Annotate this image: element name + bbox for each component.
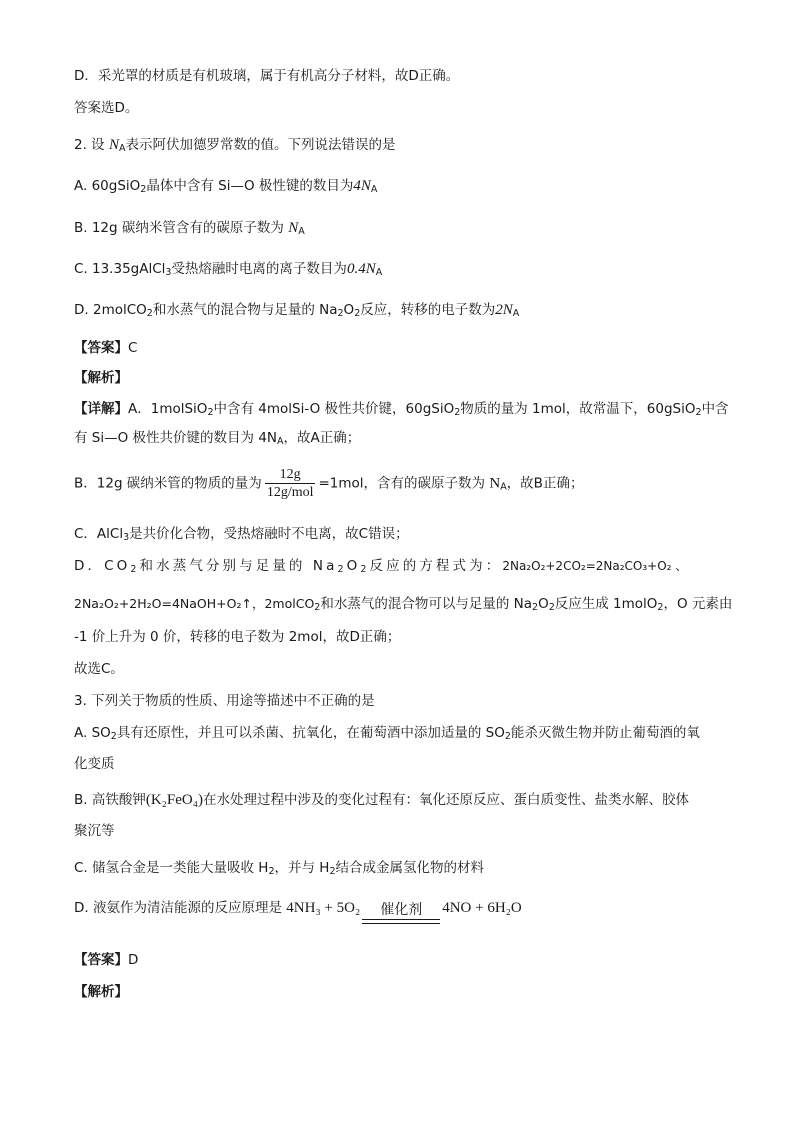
question-3-option-b-line-2: 聚沉等 — [74, 823, 115, 839]
answer-tag: 【答案】 — [74, 340, 128, 356]
line-d-conclusion: D．采光罩的材质是有机玻璃，属于有机高分子材料，故D正确。 — [74, 68, 460, 84]
question-3-option-d: D. 液氨作为清洁能源的反应原理是 4NH₃ + 5O₂ 催化剂 4NO + 6H₂O — [74, 886, 720, 930]
answer-3: 【答案】D — [74, 952, 139, 968]
question-2-option-b: B. 12g 碳纳米管含有的碳原子数为 $N_A$ — [74, 220, 305, 237]
question-3-option-c: C. 储氢合金是一类能大量吸收 $H_2$，并与 $H_2$结合成金属氢化物的材料 — [74, 860, 484, 877]
question-3-option-b-line-1: B. 高铁酸钾(K₂FeO₄)在水处理过程中涉及的变化过程有：氧化还原反应、蛋白质变性、盐类水解、胶体 — [74, 792, 689, 808]
equation-products: 4NO + 6H₂O — [442, 900, 522, 916]
analysis-tag: 【解析】 — [74, 984, 128, 1000]
question-2-option-d: D. 2molCO$_2$和水蒸气的混合物与足量的 $Na_2O_2$反应，转移的电子数为$2N_A$ — [74, 302, 520, 319]
detail-conclusion: 故选C。 — [74, 661, 124, 677]
analysis-tag: 【解析】 — [74, 370, 128, 386]
analysis-2-heading — [74, 368, 720, 388]
detail-d-line-2: 2Na₂O₂+2H₂O=4NaOH+O₂↑，2molCO$_2$和水蒸气的混合物可以与足量的 $Na_2O_2$反应生成 1molO$_2$，O 元素由 — [74, 596, 733, 613]
question-3-option-a-line-1: A. $SO_2$具有还原性，并且可以杀菌、抗氧化，在葡萄酒中添加适量的 $SO_2$能杀灭微生物并防止葡萄酒的氧 — [74, 725, 700, 742]
detail-d-line-1: D．$CO_2$和水蒸气分别与足量的 $Na_2O_2$反应的方程式为：2Na₂O₂+2CO₂=2Na₂CO₃+O₂ 、 — [74, 558, 688, 575]
answer-tag: 【答案】 — [74, 952, 128, 968]
detail-a-line-1: 【详解】A．1molSiO$_2$中含有 4molSi-O 极性共价键，60gSiO$_2$物质的量为 1mol，故常温下，60gSiO$_2$中含 — [74, 401, 729, 418]
analysis-3-heading — [74, 982, 720, 1002]
line-answer-d: 答案选D。 — [74, 100, 139, 116]
detail-c: C．AlCl$_3$是共价化合物，受热熔融时不电离，故C错误； — [74, 526, 409, 543]
detail-a-line-2: 有 Si—O 极性共价键的数目为 $4N_A$，故A正确； — [74, 430, 361, 447]
question-2-stem: 2. 设 $N_A$表示阿伏加德罗常数的值。下列说法错误的是 — [74, 137, 396, 154]
detail-b: B．12g 碳纳米管的物质的量为 $\frac{12g}{\text{12g/mol}}$ =1mol，含有的碳原子数为 $N_A$，故B正确； — [74, 467, 584, 500]
detail-d-line-3: -1 价上升为 0 价，转移的电子数为 2mol，故D正确； — [74, 629, 401, 645]
question-2-option-c: C. 13.35gAlCl$_3$受热熔融时电离的离子数目为$0.4N_A$ — [74, 261, 383, 278]
fraction-12g-over-molar-mass: $\frac{12g}{\text{12g/mol}}$ — [266, 467, 314, 500]
equation-reactants: 4NH₃ + 5O₂ — [286, 900, 361, 916]
reaction-condition: 催化剂 — [362, 903, 440, 930]
answer-2: 【答案】C — [74, 340, 138, 356]
question-2-option-a: A. 60gSiO$_2$晶体中含有 Si—O 极性键的数目为$4N_A$ — [74, 178, 378, 195]
question-3-stem: 3. 下列关于物质的性质、用途等描述中不正确的是 — [74, 693, 375, 709]
question-3-option-a-line-2: 化变质 — [74, 756, 115, 772]
